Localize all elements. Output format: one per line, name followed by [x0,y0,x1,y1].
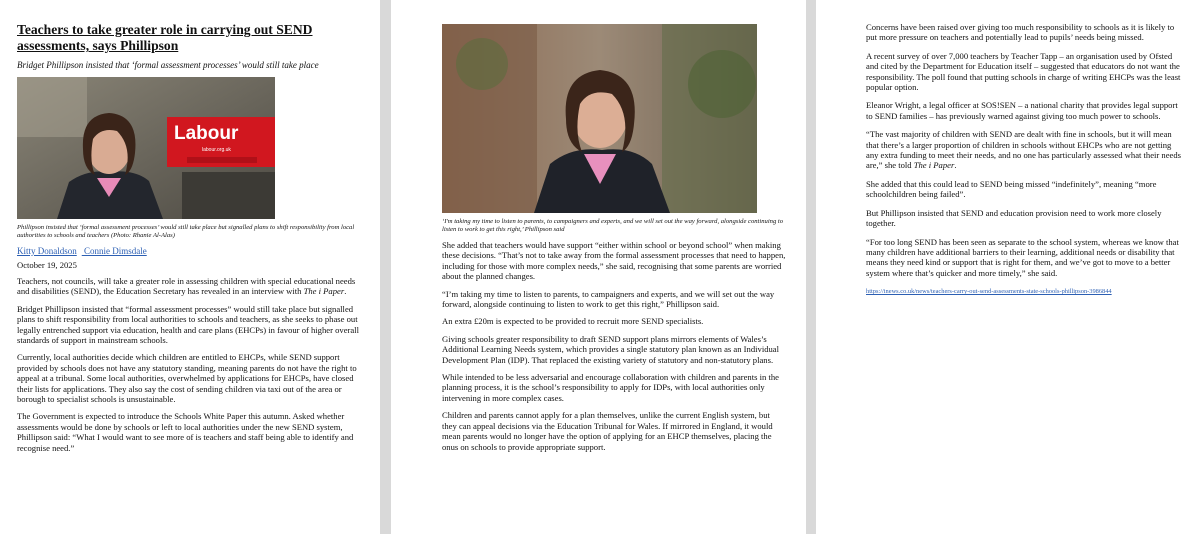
paragraph: Teachers, not councils, will take a greater role in assessing children with special educational needs and disabilities (SEND), the Education Secretary has revealed in an interview with The i Paper. [17,276,356,297]
byline [17,246,364,257]
photo-phillipson-labour-sign [17,77,275,219]
author-link[interactable]: Connie Dimsdale [84,246,147,256]
paragraph: She added that this could lead to SEND being missed “indefinitely”, meaning “more schoolchildren being failed”. [866,178,1157,200]
page-2 [391,0,806,534]
paragraph: The Government is expected to introduce the Schools White Paper this autumn. Asked whether assessments would be done by schools or left to local authorities under the new SEND system, Phillipson said: “What I would want to see more of is teachers and staff being able to identify and recognise need.” [17,411,354,453]
paragraph: “For too long SEND has been seen as separate to the school system, whereas we know that many children have additional barriers to their learning, additional needs or disability that means they need kind or support that is right for them, and we’ve got to move to a better system where that’s quicker and more timely,” she said. [866,236,1179,278]
labour-sign-text: Labour [174,123,239,144]
photo-illustration [442,24,757,213]
paragraph: Currently, local authorities decide which children are entitled to EHCPs, while SEND support provided by schools does not have any statutory standing, meaning parents do not have the right to appeal at a tribunal. Some local authorities, overwhelmed by applications for EHCPs, have closed their lists for applications. They also say the cost of sending children via taxi out of the area or borough to specialist schools is unsustainable. [17,352,357,405]
paragraph: Bridget Phillipson insisted that “formal assessment processes” would still take place but signalled plans to shift responsibility from local authorities to schools and teachers, as she seeks to phase out legally entrenched support via education, health and care plans (EHCPs) in favour of higher overall standards of support in mainstream schools. [17,303,359,346]
paragraph: A recent survey of over 7,000 teachers by Teacher Tapp – an organisation used by Ofsted and cited by the Department for Education itself – suggested that educators do not want the responsibility. The poll found that putting schools in charge of writing EHCPs was the least popular option. [866,50,1181,93]
paragraph: While intended to be less adversarial and encourage collaboration with children and parents in the planning process, it is the school’s responsibility to apply for IDPs, with local authorities only intervening in more complex cases. [442,372,779,403]
paragraph: Eleanor Wright, a legal officer at SOS!SEN – a national charity that provides legal support to SEND families – has previously warned against giving too much power to schools. [866,100,1178,121]
page-3 [816,0,1200,534]
photo-phillipson-outdoors [442,24,757,213]
photo-illustration [17,77,275,219]
standfirst: Bridget Phillipson insisted that ‘formal assessment processes’ would still take place [17,60,319,70]
source-url-link[interactable]: https://inews.co.uk/news/teachers-carry-out-send-assessments-state-schools-phillipson-3986844 [866,288,1112,296]
author-link[interactable]: Kitty Donaldson [17,246,77,256]
paragraph: An extra £20m is expected to be provided to recruit more SEND specialists. [442,316,704,327]
page-1 [0,0,380,534]
labour-sign-url: labour.org.uk [202,147,231,153]
paragraph: Giving schools greater responsibility to draft SEND support plans mirrors elements of Wales’s Additional Learning Needs system, which provides a single statutory plan known as an Individual Development Plan (IDP). That replaced the existing variety of statutory and non-statutory plans. [442,333,779,365]
photo-caption-2: ‘I'm taking my time to listen to parents, to campaigners and experts, and we will set out the way forward, alongside continuing to listen to work to get this right,’ Phillipson said [442,218,784,233]
photo-caption-1: Phillipson insisted that ‘formal assessment processes’ would still take place but signalled plans to shift responsibility from local authorities to schools and teachers (Photo: Rhanie Al-Alas) [17,224,355,239]
publish-date: October 19, 2025 [17,260,77,270]
paragraph: But Phillipson insisted that SEND and education provision need to work more closely together. [866,207,1162,229]
paragraph: “The vast majority of children with SEND are dealt with fine in schools, but it will mean that there’s a larger proportion of children in schools without EHCPs who are not getting any extra funding to meet their needs, and no one has particularly assessed what their needs are,” she told The i Paper. [866,129,1182,171]
paragraph: She added that teachers would have support “either within school or beyond school” when making these decisions. “That’s not to take away from the formal assessment processes that need to happen, including for those with more complex needs,” she said, recognising that some parents are worried about the planned changes. [442,240,786,282]
paragraph: Concerns have been raised over giving too much responsibility to schools as it is likely to put more pressure on teachers and potentially lead to pupils’ needs being missed. [866,22,1175,43]
paragraph: Children and parents cannot apply for a plan themselves, unlike the current English system, but they can appeal decisions via the Education Tribunal for Wales. If mirrored in England, it would mean parents would no longer have the option of applying for an EHCP themselves, placing the onus on schools to provide appropriate support. [442,410,773,452]
headline: Teachers to take greater role in carrying out SEND assessments, says Phillipson [17,22,313,53]
paragraph: “I’m taking my time to listen to parents, to campaigners and experts, and we will set out the way forward, alongside continuing to listen to work to get this right,” Phillipson said. [442,288,775,310]
